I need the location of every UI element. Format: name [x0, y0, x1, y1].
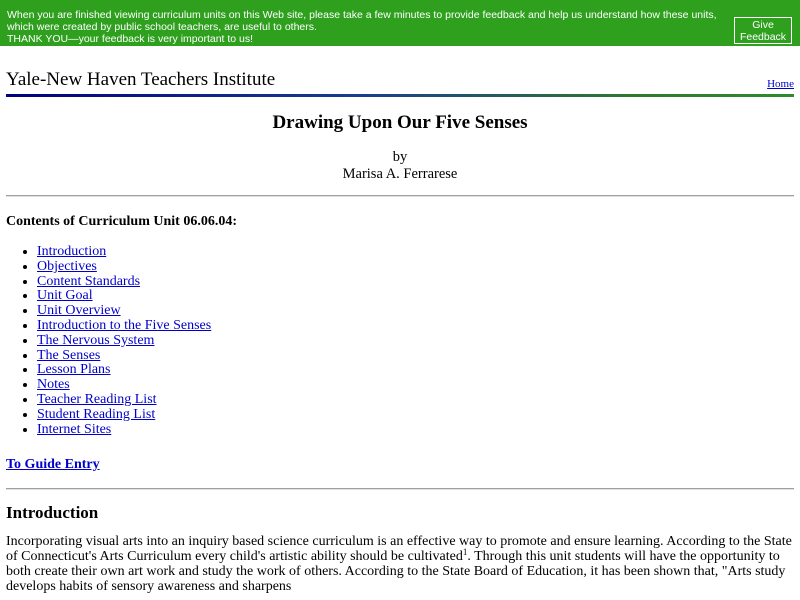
- intro-text-part-2: . Through this unit students will have the opportunity to both create their own art work and study the work of others. According to the State Board of Education, it has been shown that, "Arts study develops habits of sensory awareness and sharpens: [6, 549, 786, 594]
- list-item: [37, 304, 211, 319]
- list-item: [37, 289, 211, 304]
- feedback-thanks: THANK YOU—your feedback is very important to us!: [7, 33, 254, 45]
- list-item: [37, 319, 211, 334]
- header-rule: [6, 94, 794, 97]
- introduction-heading: Introduction: [6, 503, 99, 522]
- toc-link-notes[interactable]: Notes: [37, 377, 70, 393]
- divider-top: [6, 195, 794, 197]
- list-item: [37, 260, 211, 275]
- contents-list: [6, 245, 211, 437]
- byline: [0, 149, 800, 183]
- introduction-paragraph: [6, 534, 794, 594]
- toc-link-internet-sites[interactable]: Internet Sites: [37, 421, 112, 437]
- feedback-message: When you are finished viewing curriculum units on this Web site, please take a few minutes to provide feedback and help us understand how these units, which were created by public school teachers, are useful to others.: [7, 9, 717, 33]
- site-title: Yale-New Haven Teachers Institute: [6, 69, 276, 90]
- list-item: [37, 408, 211, 423]
- author-name: Marisa A. Ferrarese: [342, 166, 458, 182]
- list-item: [37, 393, 211, 408]
- toc-link-lesson-plans[interactable]: Lesson Plans: [37, 362, 111, 378]
- give-feedback-label-2: Feedback: [739, 31, 787, 43]
- feedback-banner-text: [7, 9, 722, 45]
- feedback-banner: [0, 0, 800, 46]
- page-title: Drawing Upon Our Five Senses: [272, 112, 528, 133]
- divider-bottom: [6, 488, 794, 490]
- list-item: [37, 245, 211, 260]
- toc-link-content-standards[interactable]: Content Standards: [37, 273, 141, 289]
- guide-entry-link[interactable]: To Guide Entry: [6, 457, 100, 472]
- list-item: [37, 275, 211, 290]
- give-feedback-button[interactable]: [734, 17, 792, 44]
- toc-link-teacher-reading-list[interactable]: Teacher Reading List: [37, 391, 157, 407]
- toc-link-the-senses[interactable]: The Senses: [37, 347, 101, 363]
- site-header: [6, 69, 794, 99]
- intro-text-part-1: Incorporating visual arts into an inquiry based science curriculum is an effective way to promote and ensure learning. According to the State of Connecticut's Arts Curriculum every child's artistic ability should be cultivated: [6, 534, 792, 564]
- footnote-ref[interactable]: 1: [462, 547, 468, 557]
- list-item: [37, 423, 211, 438]
- toc-link-intro-five-senses[interactable]: Introduction to the Five Senses: [37, 317, 212, 333]
- list-item: [37, 349, 211, 364]
- toc-link-objectives[interactable]: Objectives: [37, 258, 97, 274]
- contents-heading: Contents of Curriculum Unit 06.06.04:: [6, 214, 237, 229]
- list-item: [37, 363, 211, 378]
- toc-link-unit-goal[interactable]: Unit Goal: [37, 288, 93, 304]
- toc-link-student-reading-list[interactable]: Student Reading List: [37, 406, 156, 422]
- toc-link-nervous-system[interactable]: The Nervous System: [37, 332, 155, 348]
- toc-link-introduction[interactable]: Introduction: [37, 244, 107, 259]
- give-feedback-label-1: Give: [752, 19, 774, 31]
- list-item: [37, 378, 211, 393]
- toc-link-unit-overview[interactable]: Unit Overview: [37, 303, 121, 319]
- byline-by: by: [392, 149, 408, 165]
- list-item: [37, 334, 211, 349]
- home-link[interactable]: Home: [767, 78, 794, 90]
